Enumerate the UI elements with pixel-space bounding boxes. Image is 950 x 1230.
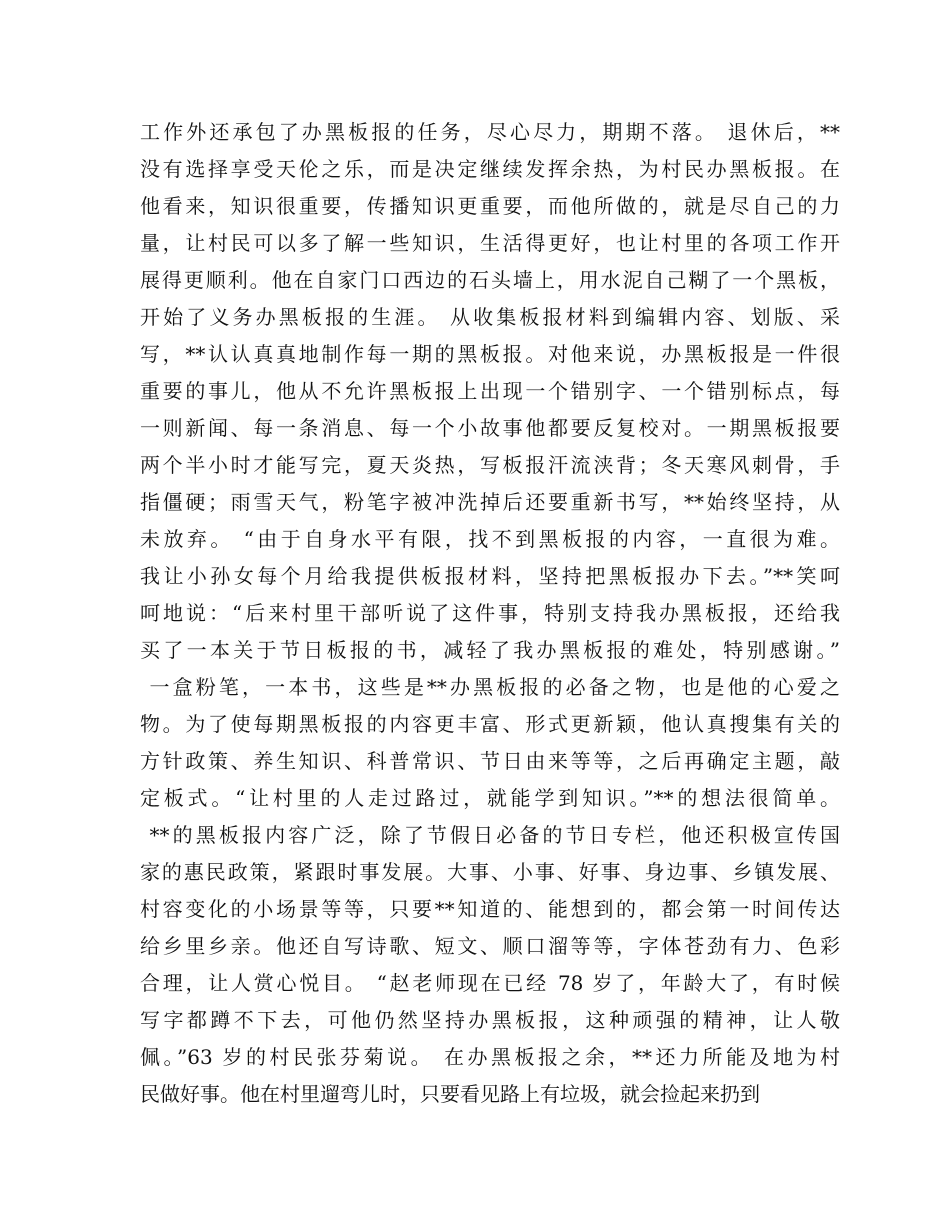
text-line: 展得更顺利。他在自家门口西边的石头墙上，用水泥自己糊了一个黑板，	[140, 268, 840, 292]
text-line: 合理，让人赏心悦目。 “赵老师现在已经 78 岁了，年龄大了，有时候	[140, 971, 840, 995]
text-line: 未放弃。 “由于自身水平有限，找不到黑板报的内容，一直很为难。	[140, 527, 840, 551]
text-line: 重要的事儿，他从不允许黑板报上出现一个错别字、一个错别标点，每	[140, 379, 840, 403]
text-line: 两个半小时才能写完，夏天炎热，写板报汗流浃背；冬天寒风刺骨，手	[140, 453, 840, 477]
text-line: 方针政策、养生知识、科普常识、节日由来等等，之后再确定主题，敲	[140, 749, 840, 773]
text-line: 佩。”63 岁的村民张芬菊说。 在办黑板报之余，**还力所能及地为村	[140, 1045, 840, 1069]
text-line: 开始了义务办黑板报的生涯。 从收集板报材料到编辑内容、划版、采	[140, 305, 840, 329]
body-text	[140, 114, 840, 1113]
text-line: 写字都蹲不下去，可他仍然坚持办黑板报，这种顽强的精神，让人敬	[140, 1008, 840, 1032]
text-line: 一盒粉笔，一本书，这些是**办黑板报的必备之物，也是他的心爱之	[140, 675, 840, 699]
text-line: 工作外还承包了办黑板报的任务，尽心尽力，期期不落。 退休后，**	[140, 120, 840, 144]
text-line: 他看来，知识很重要，传播知识更重要，而他所做的，就是尽自己的力	[140, 194, 840, 218]
text-line: 民做好事。他在村里遛弯儿时，只要看见路上有垃圾，就会捡起来扔到	[140, 1082, 760, 1106]
text-line: **的黑板报内容广泛，除了节假日必备的节日专栏，他还积极宣传国	[140, 823, 840, 847]
text-line: 定板式。“让村里的人走过路过，就能学到知识。”**的想法很简单。	[140, 786, 840, 810]
text-line: 量，让村民可以多了解一些知识，生活得更好，也让村里的各项工作开	[140, 231, 840, 255]
text-line: 家的惠民政策，紧跟时事发展。大事、小事、好事、身边事、乡镇发展、	[140, 860, 840, 884]
text-line: 指僵硬；雨雪天气，粉笔字被冲洗掉后还要重新书写，**始终坚持，从	[140, 490, 840, 514]
text-line: 给乡里乡亲。他还自写诗歌、短文、顺口溜等等，字体苍劲有力、色彩	[140, 934, 840, 958]
text-line: 买了一本关于节日板报的书，减轻了我办黑板报的难处，特别感谢。”	[140, 638, 840, 662]
text-line: 没有选择享受天伦之乐，而是决定继续发挥余热，为村民办黑板报。在	[140, 157, 840, 181]
text-line: 我让小孙女每个月给我提供板报材料，坚持把黑板报办下去。”**笑呵	[140, 564, 840, 588]
text-line: 物。为了使每期黑板报的内容更丰富、形式更新颖，他认真搜集有关的	[140, 712, 840, 736]
text-line: 写，**认认真真地制作每一期的黑板报。对他来说，办黑板报是一件很	[140, 342, 840, 366]
text-line: 一则新闻、每一条消息、每一个小故事他都要反复校对。一期黑板报要	[140, 416, 840, 440]
text-line: 村容变化的小场景等等，只要**知道的、能想到的，都会第一时间传达	[140, 897, 840, 921]
text-line: 呵地说：“后来村里干部听说了这件事，特别支持我办黑板报，还给我	[140, 601, 840, 625]
